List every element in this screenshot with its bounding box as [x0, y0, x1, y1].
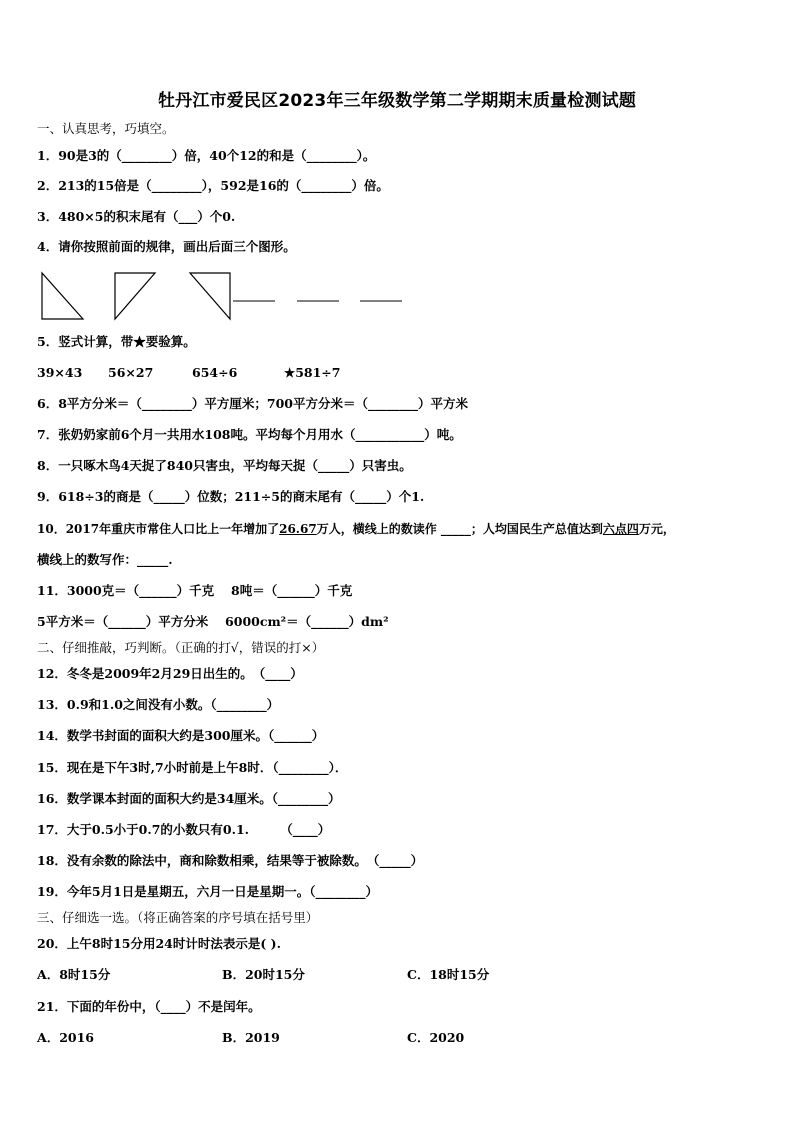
q20-option-c: C．18时15分: [407, 967, 490, 982]
q10-part-d: _____；人均国民生产总值达到: [436, 522, 603, 536]
question-11-line-1: 11．3000克＝（______）千克 8吨＝（______）千克: [37, 583, 353, 598]
q20-option-a: A．8时15分: [37, 967, 111, 982]
q21-option-c: C．2020: [407, 1030, 465, 1045]
question-4: 4．请你按照前面的规律，画出后面三个图形。: [37, 239, 296, 254]
question-12: 12．冬冬是2009年2月29日出生的。 （____）: [37, 666, 303, 681]
q10-part-f: 万元，: [638, 522, 675, 536]
q5-item-1: 39×43: [37, 365, 83, 380]
section-2-heading: 二、仔细推敲，巧判断。（正确的打√，错误的打×）: [37, 640, 325, 655]
question-1: 1．90是3的（________）倍，40个12的和是（________）。: [37, 148, 376, 163]
question-18: 18．没有余数的除法中，商和除数相乘，结果等于被除数。 （_____）: [37, 853, 424, 868]
question-20: 20．上午8时15分用24时计时法表示是( ).: [37, 936, 281, 951]
question-2: 2．213的15倍是（________），592是16的（________）倍。: [37, 178, 389, 193]
question-3: 3．480×5的积末尾有（___）个0.: [37, 209, 236, 224]
question-14: 14．数学书封面的面积大约是300厘米。（______）: [37, 728, 325, 743]
question-11-line-2: 5平方米＝（______）平方分米 6000cm²＝（______）dm²: [37, 614, 389, 629]
question-8: 8．一只啄木鸟4天捉了840只害虫，平均每天捉（_____）只害虫。: [37, 458, 412, 473]
triangle-shape-1: [42, 273, 83, 319]
q21-option-b: B．2019: [222, 1030, 280, 1045]
question-10-line-2: 横线上的数写作：_____.: [37, 552, 173, 567]
triangle-shape-2: [115, 273, 155, 319]
section-3-heading: 三、仔细选一选。（将正确答案的序号填在括号里）: [37, 910, 319, 925]
triangle-shape-3: [190, 273, 230, 319]
q5-item-2: 56×27: [108, 365, 154, 380]
question-19: 19．今年5月1日是星期五，六月一日是星期一。（________）: [37, 884, 379, 899]
question-9: 9．618÷3的商是（_____）位数；211÷5的商末尾有（_____）个1.: [37, 489, 425, 504]
question-10: [37, 521, 675, 537]
question-17: 17．大于0.5小于0.7的小数只有0.1. （____）: [37, 822, 331, 837]
question-21: 21．下面的年份中，（____）不是闰年。: [37, 999, 261, 1014]
q21-option-a: A．2016: [37, 1030, 94, 1045]
question-6: 6．8平方分米＝（________）平方厘米；700平方分米＝（________）平方米: [37, 396, 468, 411]
section-1-heading: 一、认真思考，巧填空。: [37, 121, 175, 136]
question-7: 7．张奶奶家前6个月一共用水108吨。平均每个月用水（___________）吨。: [37, 427, 462, 442]
q5-item-3: 654÷6: [192, 365, 238, 380]
q10-underlined-words: 六点四: [602, 522, 639, 536]
question-15: 15．现在是下午3时,7小时前是上午8时．（________）．: [37, 760, 348, 775]
q10-part-c: 万人，横线上的数读作: [316, 522, 437, 536]
question-13: 13．0.9和1.0之间没有小数。（________）: [37, 697, 280, 712]
triangle-pattern-figure: [37, 268, 417, 324]
page-title: 牡丹江市爱民区2023年三年级数学第二学期期末质量检测试题: [157, 91, 637, 111]
q20-option-b: B．20时15分: [222, 967, 305, 982]
question-5: 5．竖式计算，带★要验算。: [37, 334, 196, 349]
question-16: 16．数学课本封面的面积大约是34厘米。（________）: [37, 791, 341, 806]
q5-item-4: ★581÷7: [284, 365, 341, 380]
q10-underlined-number: 26.67: [279, 522, 317, 536]
q10-part-a: 10．2017年重庆市常住人口比上一年增加了: [37, 522, 280, 536]
